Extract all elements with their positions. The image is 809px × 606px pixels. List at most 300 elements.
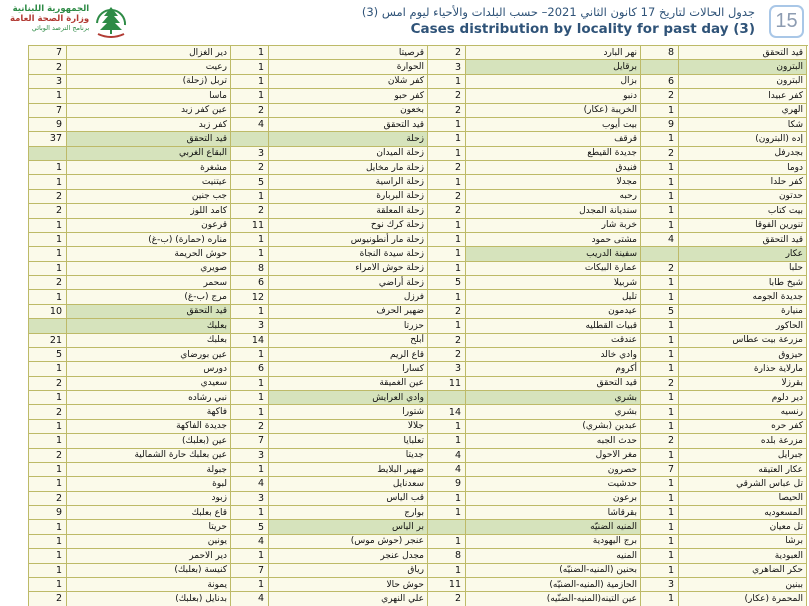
locality-cell: حريتا	[67, 520, 231, 534]
locality-cell: كسارا	[269, 362, 428, 376]
case-count-cell: 1	[641, 564, 679, 578]
locality-cell: دوما	[679, 161, 807, 175]
locality-cell: الحوارة	[269, 60, 428, 74]
case-count-cell: 2	[428, 104, 466, 118]
case-count-cell: 1	[231, 60, 269, 74]
case-count-cell: 6	[641, 75, 679, 89]
locality-cell: يونين	[67, 535, 231, 549]
case-count-cell: 1	[231, 463, 269, 477]
case-count-cell: 2	[29, 492, 67, 506]
locality-cell: قب الياس	[269, 492, 428, 506]
locality-cell: قيد التحقق	[679, 46, 807, 60]
case-count-cell: 4	[428, 449, 466, 463]
case-count-cell: 1	[231, 578, 269, 592]
locality-cell: بعلبك	[67, 334, 231, 348]
locality-cell: تربل (زحلة)	[67, 75, 231, 89]
locality-cell: عين (بعلبك)	[67, 434, 231, 448]
case-count-cell: 1	[231, 46, 269, 60]
locality-cell: فرزل	[269, 290, 428, 304]
case-count-cell	[428, 391, 466, 405]
case-count-cell: 7	[29, 104, 67, 118]
locality-cell: زحلة حوش الامراء	[269, 262, 428, 276]
case-count-cell: 12	[231, 290, 269, 304]
locality-cell: ببنين	[679, 578, 807, 592]
locality-cell: كفر عبيدا	[679, 89, 807, 103]
case-count-cell: 1	[29, 578, 67, 592]
locality-cell: مناره (حمارة) (ب-غ)	[67, 233, 231, 247]
case-count-cell: 1	[231, 190, 269, 204]
case-count-cell: 2	[641, 147, 679, 161]
locality-cell: عيدمون	[466, 305, 641, 319]
case-count-cell: 2	[29, 449, 67, 463]
locality-cell: حزرتا	[269, 319, 428, 333]
locality-cell: عمارة البيكات	[466, 262, 641, 276]
locality-cell: قيد التحقق	[67, 132, 231, 146]
case-count-cell: 4	[428, 463, 466, 477]
locality-cell: بحنين (المنيه-الضنيّه)	[466, 564, 641, 578]
case-count-cell: 1	[428, 319, 466, 333]
case-count-cell: 1	[231, 377, 269, 391]
case-count-cell: 21	[29, 334, 67, 348]
case-count-cell: 1	[428, 118, 466, 132]
case-count-cell: 9	[641, 118, 679, 132]
locality-cell: سحمر	[67, 276, 231, 290]
case-count-cell: 2	[428, 46, 466, 60]
case-count-cell: 1	[428, 147, 466, 161]
locality-cell: بدنايل (بعلبك)	[67, 592, 231, 606]
locality-cell: زحلة الميدان	[269, 147, 428, 161]
case-count-cell: 1	[231, 391, 269, 405]
locality-cell: رحبه	[466, 190, 641, 204]
case-count-cell: 4	[641, 233, 679, 247]
page-number-badge: 15	[769, 5, 804, 38]
locality-cell: قاع بعلبك	[67, 506, 231, 520]
case-count-cell: 4	[231, 592, 269, 606]
case-count-cell	[641, 247, 679, 261]
case-count-cell: 1	[641, 405, 679, 419]
locality-cell: رعيت	[67, 60, 231, 74]
case-count-cell: 1	[29, 434, 67, 448]
case-count-cell: 11	[428, 578, 466, 592]
locality-cell: البترون	[679, 60, 807, 74]
case-count-cell: 3	[29, 75, 67, 89]
case-count-cell: 11	[231, 219, 269, 233]
locality-cell: عين التينه(المنيه-الضنّيه)	[466, 592, 641, 606]
case-count-cell: 1	[641, 492, 679, 506]
case-count-cell: 1	[428, 564, 466, 578]
case-count-cell: 8	[231, 262, 269, 276]
case-count-cell: 7	[641, 463, 679, 477]
case-count-cell: 1	[428, 247, 466, 261]
case-count-cell: 9	[29, 506, 67, 520]
locality-cell: زحلة المعلقة	[269, 204, 428, 218]
locality-cell: مارلاية حذارة	[679, 362, 807, 376]
case-count-cell: 1	[641, 477, 679, 491]
locality-cell: أكروم	[466, 362, 641, 376]
case-count-cell: 1	[428, 506, 466, 520]
case-count-cell: 1	[428, 290, 466, 304]
locality-cell: مرج (ب-غ)	[67, 290, 231, 304]
locality-cell: فاكهة	[67, 405, 231, 419]
locality-cell: دورس	[67, 362, 231, 376]
case-count-cell: 1	[641, 420, 679, 434]
locality-cell: تل معيان	[679, 520, 807, 534]
locality-cell: إده (البترون)	[679, 132, 807, 146]
case-count-cell: 2	[231, 204, 269, 218]
logo-line-ministry: وزارة الصحة العامة	[10, 13, 90, 24]
case-count-cell: 1	[428, 262, 466, 276]
case-count-cell: 7	[231, 564, 269, 578]
case-count-cell: 10	[29, 305, 67, 319]
locality-cell: قرعون	[67, 219, 231, 233]
locality-cell: بر الياس	[269, 520, 428, 534]
locality-cell: الحازمية (المنيه-الضنيّه)	[466, 578, 641, 592]
case-count-cell: 9	[29, 118, 67, 132]
case-count-cell: 1	[29, 477, 67, 491]
case-count-cell: 1	[428, 219, 466, 233]
case-count-cell: 11	[428, 377, 466, 391]
case-count-cell: 2	[29, 377, 67, 391]
case-count-cell: 2	[641, 89, 679, 103]
case-count-cell: 14	[231, 334, 269, 348]
locality-cell: فنيدق	[466, 161, 641, 175]
locality-cell: حوش الحريمة	[67, 247, 231, 261]
locality-cell: جبولة	[67, 463, 231, 477]
locality-cell: سعيدي	[67, 377, 231, 391]
case-count-cell: 3	[231, 492, 269, 506]
locality-cell: مجدلا	[466, 175, 641, 189]
case-count-cell: 2	[428, 204, 466, 218]
locality-cell: كفر حبو	[269, 89, 428, 103]
locality-cell: حلبا	[679, 262, 807, 276]
case-count-cell: 1	[231, 75, 269, 89]
locality-cell: قاع الريم	[269, 348, 428, 362]
locality-cell: كفر حره	[679, 420, 807, 434]
case-count-cell: 1	[231, 348, 269, 362]
locality-cell: سعدنايل	[269, 477, 428, 491]
locality-cell: زحلة سيدة النجاة	[269, 247, 428, 261]
case-count-cell: 1	[428, 233, 466, 247]
locality-cell: دنبو	[466, 89, 641, 103]
locality-cell: حدث الجبه	[466, 434, 641, 448]
case-count-cell: 2	[231, 104, 269, 118]
case-count-cell: 2	[641, 262, 679, 276]
case-count-cell: 1	[29, 233, 67, 247]
locality-cell: نبي رشاده	[67, 391, 231, 405]
case-count-cell: 1	[231, 89, 269, 103]
case-count-cell: 1	[29, 564, 67, 578]
locality-cell: عين كفر زبد	[67, 104, 231, 118]
case-count-cell: 8	[641, 46, 679, 60]
case-count-cell: 1	[641, 520, 679, 534]
case-count-cell: 1	[641, 549, 679, 563]
case-count-cell: 1	[641, 449, 679, 463]
case-count-cell: 1	[29, 391, 67, 405]
case-count-cell: 1	[641, 104, 679, 118]
locality-cell: تليل	[466, 290, 641, 304]
case-count-cell: 4	[231, 477, 269, 491]
locality-cell: عكار	[679, 247, 807, 261]
locality-cell: رنسيه	[679, 405, 807, 419]
case-count-cell: 1	[641, 204, 679, 218]
case-count-cell: 7	[29, 46, 67, 60]
case-count-cell: 1	[641, 276, 679, 290]
locality-cell: جديدة الجومه	[679, 290, 807, 304]
case-count-cell: 1	[231, 549, 269, 563]
case-count-cell: 2	[231, 420, 269, 434]
case-count-cell	[29, 319, 67, 333]
case-count-cell: 1	[29, 463, 67, 477]
locality-cell: وادي العرايش	[269, 391, 428, 405]
case-count-cell: 1	[29, 161, 67, 175]
case-count-cell: 2	[428, 348, 466, 362]
case-count-cell: 3	[428, 362, 466, 376]
locality-cell: عنجر (حوش موس)	[269, 535, 428, 549]
case-count-cell: 1	[428, 175, 466, 189]
locality-cell: الحيصا	[679, 492, 807, 506]
case-count-cell: 3	[231, 147, 269, 161]
locality-cell: جديدة القيطع	[466, 147, 641, 161]
locality-cell: برشا	[679, 535, 807, 549]
locality-cell: قرقف	[466, 132, 641, 146]
locality-cell: عين بعلبك حارة الشمالية	[67, 449, 231, 463]
locality-cell: بيت كتاب	[679, 204, 807, 218]
case-count-cell: 5	[231, 520, 269, 534]
locality-cell: بجدرفل	[679, 147, 807, 161]
locality-cell: علي النهري	[269, 592, 428, 606]
locality-cell: دير الغزال	[67, 46, 231, 60]
locality-cell: المحمرة (عكار)	[679, 592, 807, 606]
case-count-cell: 2	[29, 60, 67, 74]
case-count-cell: 2	[231, 161, 269, 175]
case-count-cell: 1	[641, 319, 679, 333]
locality-cell: بخعون	[269, 104, 428, 118]
case-count-cell: 2	[428, 305, 466, 319]
locality-cell: سفينة الدريب	[466, 247, 641, 261]
locality-cell: بوارج	[269, 506, 428, 520]
case-count-cell: 37	[29, 132, 67, 146]
case-count-cell: 1	[428, 132, 466, 146]
locality-cell: المسعوديه	[679, 506, 807, 520]
locality-cell: شتورا	[269, 405, 428, 419]
ministry-logo-text	[10, 3, 89, 32]
case-count-cell: 1	[641, 132, 679, 146]
locality-cell: مزرعة بيت عطاس	[679, 334, 807, 348]
case-count-cell: 4	[231, 535, 269, 549]
locality-cell: جلالا	[269, 420, 428, 434]
locality-cell: تل عباس الشرقي	[679, 477, 807, 491]
locality-cell: بعلبك	[67, 319, 231, 333]
case-count-cell: 6	[231, 362, 269, 376]
case-count-cell: 5	[428, 276, 466, 290]
case-count-cell	[641, 60, 679, 74]
case-count-cell: 1	[641, 362, 679, 376]
case-count-cell: 2	[428, 89, 466, 103]
locality-cell: عين الغميقة	[269, 377, 428, 391]
case-count-cell: 1	[428, 492, 466, 506]
locality-cell: جب جنين	[67, 190, 231, 204]
case-count-cell: 1	[428, 434, 466, 448]
ministry-logo	[10, 3, 128, 39]
locality-cell: دير دلوم	[679, 391, 807, 405]
case-count-cell: 1	[428, 75, 466, 89]
locality-cell: حدشيت	[466, 477, 641, 491]
locality-cell: زحلة مار مخايل	[269, 161, 428, 175]
locality-cell: كفر شلان	[269, 75, 428, 89]
locality-cell: خربة شار	[466, 219, 641, 233]
case-count-cell: 1	[641, 348, 679, 362]
locality-cell: قرصيتا	[269, 46, 428, 60]
locality-cell: الخريبة (عكار)	[466, 104, 641, 118]
locality-cell: برعون	[466, 492, 641, 506]
locality-cell: قيد التحقق	[679, 233, 807, 247]
case-count-cell: 3	[231, 449, 269, 463]
case-count-cell	[29, 147, 67, 161]
locality-cell: جديتا	[269, 449, 428, 463]
case-count-cell: 1	[29, 535, 67, 549]
case-count-cell: 1	[231, 247, 269, 261]
report-header	[0, 0, 809, 45]
case-count-cell: 1	[641, 219, 679, 233]
case-count-cell: 5	[29, 348, 67, 362]
locality-cell: العبودية	[679, 549, 807, 563]
locality-cell: قيد التحقق	[466, 377, 641, 391]
case-count-cell: 1	[29, 362, 67, 376]
case-count-cell: 2	[428, 190, 466, 204]
report-title	[235, 5, 755, 37]
locality-cell: لبوة	[67, 477, 231, 491]
case-count-cell: 8	[428, 549, 466, 563]
case-count-cell: 2	[29, 276, 67, 290]
case-count-cell: 1	[641, 506, 679, 520]
locality-cell: المنيه	[466, 549, 641, 563]
case-count-cell: 1	[641, 290, 679, 304]
case-count-cell: 1	[231, 506, 269, 520]
locality-cell: نهر البارد	[466, 46, 641, 60]
locality-cell: تنورين الفوقا	[679, 219, 807, 233]
case-count-cell: 2	[428, 161, 466, 175]
locality-cell: عيتنيت	[67, 175, 231, 189]
case-count-cell: 2	[29, 204, 67, 218]
locality-cell: زحلة البربارة	[269, 190, 428, 204]
logo-line-republic: الجمهورية اللبنانية	[12, 4, 90, 14]
locality-cell: بيت أيوب	[466, 118, 641, 132]
case-count-cell: 1	[29, 89, 67, 103]
locality-cell: الحاكور	[679, 319, 807, 333]
logo-line-program: برنامج الترصد الوبائي	[31, 23, 90, 32]
locality-cell: البترون	[679, 75, 807, 89]
case-count-cell: 1	[231, 405, 269, 419]
case-count-cell: 1	[641, 161, 679, 175]
case-count-cell: 14	[428, 405, 466, 419]
case-count-cell: 2	[428, 334, 466, 348]
locality-cell: البقاع الغربي	[67, 147, 231, 161]
locality-cell: عكار العتيقه	[679, 463, 807, 477]
case-count-cell: 6	[231, 276, 269, 290]
locality-cell: وادي خالد	[466, 348, 641, 362]
locality-cell: كفر زبد	[67, 118, 231, 132]
locality-cell: تعلبايا	[269, 434, 428, 448]
locality-cell: منيارة	[679, 305, 807, 319]
locality-cell: المنيه الضنيّه	[466, 520, 641, 534]
case-count-cell: 5	[641, 305, 679, 319]
locality-cell: شربيلا	[466, 276, 641, 290]
locality-cell: حوش حالا	[269, 578, 428, 592]
case-count-cell: 5	[231, 175, 269, 189]
case-count-cell: 1	[428, 535, 466, 549]
case-count-cell: 1	[29, 175, 67, 189]
locality-cell: زحلة مار أنطونيوس	[269, 233, 428, 247]
locality-cell: جبرايل	[679, 449, 807, 463]
case-count-cell: 1	[29, 420, 67, 434]
case-count-cell: 1	[641, 391, 679, 405]
locality-cell: مشتى حمود	[466, 233, 641, 247]
cases-table	[28, 45, 808, 606]
case-count-cell	[428, 520, 466, 534]
locality-cell: حدتون	[679, 190, 807, 204]
case-count-cell: 1	[641, 334, 679, 348]
case-count-cell: 1	[641, 190, 679, 204]
case-count-cell: 2	[428, 592, 466, 606]
case-count-cell: 1	[29, 549, 67, 563]
locality-cell: ضهير الحرف	[269, 305, 428, 319]
locality-cell: الهري	[679, 104, 807, 118]
locality-cell: رياق	[269, 564, 428, 578]
locality-cell: يمونة	[67, 578, 231, 592]
locality-cell: كفر حلدا	[679, 175, 807, 189]
case-count-cell: 2	[29, 190, 67, 204]
locality-cell: صويري	[67, 262, 231, 276]
locality-cell: عندقت	[466, 334, 641, 348]
case-count-cell: 1	[29, 290, 67, 304]
locality-cell: سنديانة المجدل	[466, 204, 641, 218]
case-count-cell: 3	[641, 578, 679, 592]
locality-cell: حصرون	[466, 463, 641, 477]
case-count-cell: 2	[29, 405, 67, 419]
locality-cell: مشغرة	[67, 161, 231, 175]
locality-cell: شيخ طابا	[679, 276, 807, 290]
case-count-cell: 2	[641, 434, 679, 448]
case-count-cell: 4	[231, 118, 269, 132]
locality-cell: كامد اللوز	[67, 204, 231, 218]
locality-cell: جديدة الفاكهة	[67, 420, 231, 434]
case-count-cell: 1	[641, 592, 679, 606]
case-count-cell: 1	[428, 420, 466, 434]
case-count-cell: 2	[29, 592, 67, 606]
locality-cell: عين بورضاي	[67, 348, 231, 362]
locality-cell: برج اليهودية	[466, 535, 641, 549]
locality-cell: دير الاحمر	[67, 549, 231, 563]
locality-cell: ماسا	[67, 89, 231, 103]
locality-cell: قبيات القطليه	[466, 319, 641, 333]
locality-cell: حكر الضاهري	[679, 564, 807, 578]
case-count-cell: 1	[29, 520, 67, 534]
locality-cell: حيزوق	[679, 348, 807, 362]
locality-cell: قيد التحقق	[269, 118, 428, 132]
locality-cell: بشري	[466, 391, 641, 405]
case-count-cell: 7	[231, 434, 269, 448]
locality-cell: ضهير البلايط	[269, 463, 428, 477]
case-count-cell: 3	[231, 319, 269, 333]
case-count-cell: 1	[641, 175, 679, 189]
locality-cell: برقايل	[466, 60, 641, 74]
locality-cell: زحلة أراضي	[269, 276, 428, 290]
case-count-cell: 1	[231, 305, 269, 319]
report-title-english: Cases distribution by locality for past day (3)	[410, 20, 755, 37]
locality-cell: زحلة الراسية	[269, 175, 428, 189]
locality-cell: عبدين (بشري)	[466, 420, 641, 434]
locality-cell: بقرزلا	[679, 377, 807, 391]
